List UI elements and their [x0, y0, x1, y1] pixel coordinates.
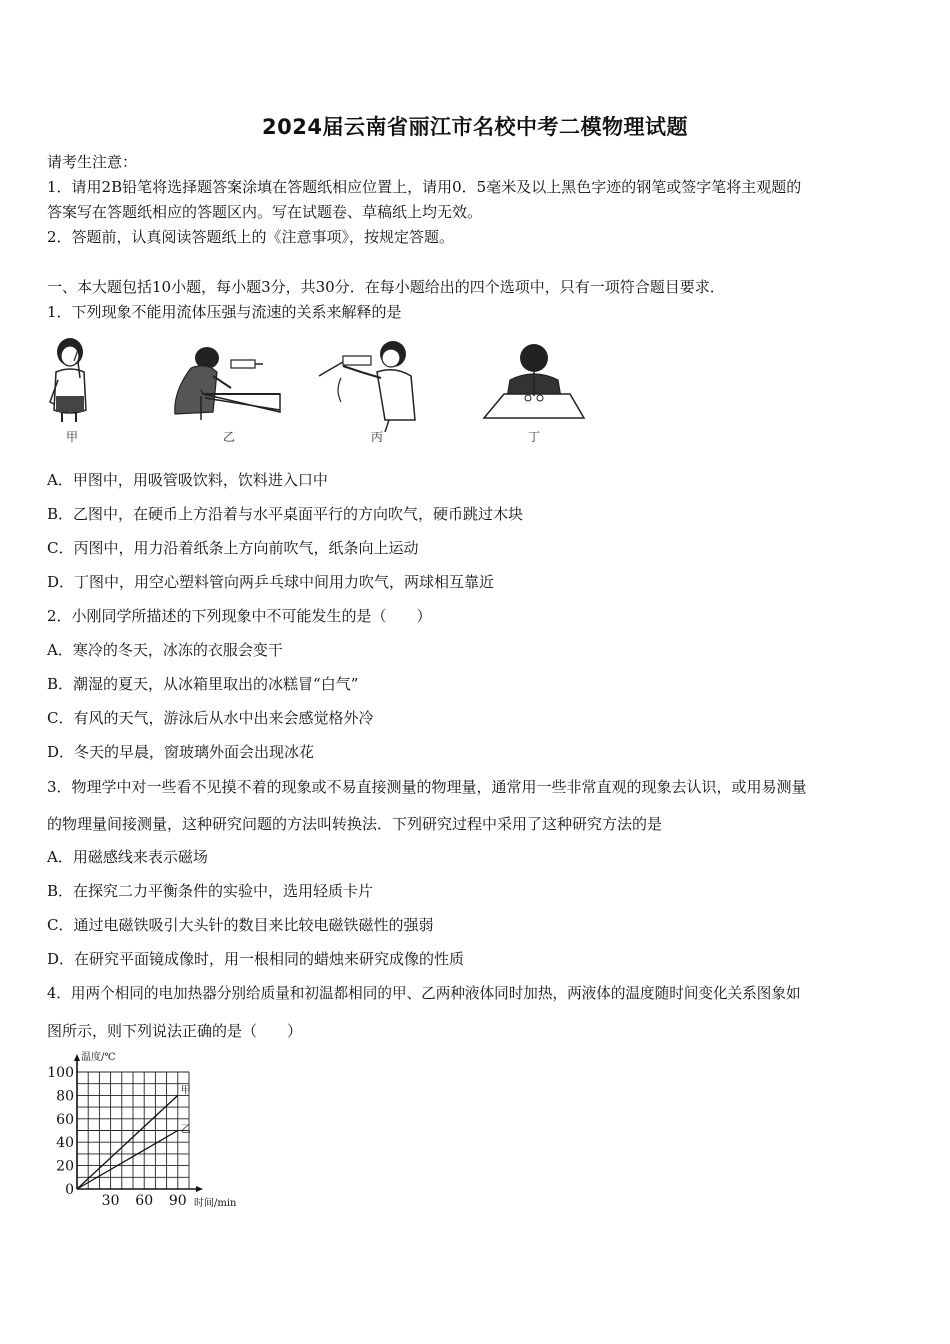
q3-option-a: A．用磁感线来表示磁场 — [47, 848, 208, 866]
y-tick-label: 60 — [56, 1111, 74, 1128]
notice-line-1b: 答案写在答题纸相应的答题区内。写在试题卷、草稿纸上均无效。 — [47, 203, 483, 221]
figure-label-jia: 甲 — [66, 430, 79, 444]
page-title: 2024届云南省丽江市名校中考二模物理试题 — [262, 115, 688, 139]
q3-stem-b: 的物理量间接测量，这种研究问题的方法叫转换法．下列研究过程中采用了这种研究方法的是 — [47, 815, 663, 833]
notice-line-1a: 1．请用2B铅笔将选择题答案涂填在答题纸相应位置上，请用0．5毫米及以上黑色字迹的钢笔或签字笔将主观题的 — [47, 178, 802, 196]
q3-option-b: B．在探究二力平衡条件的实验中，选用轻质卡片 — [47, 882, 374, 900]
q4-stem-a: 4．用两个相同的电加热器分别给质量和初温都相同的甲、乙两种液体同时加热，两液体的温度随时间变化关系图象如 — [47, 985, 801, 1002]
x-axis-arrow — [196, 1186, 203, 1192]
y-tick-label: 0 — [65, 1182, 74, 1198]
figure-ding — [470, 332, 600, 450]
chart-svg — [44, 1050, 254, 1210]
chart-labels — [47, 1050, 237, 1209]
y-tick-label: 20 — [56, 1158, 74, 1175]
y-axis-title: 温度/℃ — [81, 1052, 116, 1063]
figure-yi — [155, 332, 285, 450]
q3-option-d: D．在研究平面镜成像时，用一根相同的蜡烛来研究成像的性质 — [47, 950, 465, 968]
temperature-time-chart — [44, 1050, 254, 1210]
x-tick-label: 60 — [135, 1193, 154, 1209]
section-intro: 一、本大题包括10小题，每小题3分，共30分．在每小题给出的四个选项中，只有一项符合题目要求． — [47, 278, 725, 296]
figure-label-bing: 丙 — [371, 430, 384, 444]
q2-option-b: B．潮湿的夏天，从冰箱里取出的冰糕冒“白气” — [47, 675, 359, 693]
x-tick-label: 30 — [101, 1193, 120, 1209]
x-tick-label: 90 — [168, 1193, 187, 1209]
q2-option-d: D．冬天的早晨，窗玻璃外面会出现冰花 — [47, 743, 315, 761]
y-tick-label: 100 — [47, 1065, 74, 1081]
notice-heading: 请考生注意： — [47, 153, 138, 171]
q1-figures — [40, 332, 600, 450]
chart-axes — [74, 1054, 203, 1192]
q3-option-c: C．通过电磁铁吸引大头针的数目来比较电磁铁磁性的强弱 — [47, 916, 434, 934]
notice-line-2: 2．答题前，认真阅读答题纸上的《注意事项》，按规定答题。 — [47, 228, 455, 246]
girl-drinking-illustration — [40, 332, 170, 450]
chart-grid — [77, 1072, 189, 1189]
series-label-yi: 乙 — [180, 1124, 191, 1136]
y-axis-arrow — [74, 1054, 80, 1061]
figure-label-yi: 乙 — [223, 430, 236, 444]
figure-jia — [40, 332, 170, 450]
q1-option-c: C．丙图中，用力沿着纸条上方向前吹气，纸条向上运动 — [47, 539, 419, 557]
q2-option-a: A．寒冷的冬天，冰冻的衣服会变干 — [47, 641, 283, 659]
series-line-yi — [77, 1131, 178, 1190]
q1-option-b: B．乙图中，在硬币上方沿着与水平桌面平行的方向吹气，硬币跳过木块 — [47, 505, 524, 523]
q1-option-a: A．甲图中，用吸管吸饮料，饮料进入口中 — [47, 471, 328, 489]
q3-stem-a: 3．物理学中对一些看不见摸不着的现象或不易直接测量的物理量，通常用一些非常直观的现象去认识，或用易测量 — [47, 778, 807, 796]
q1-stem: 1．下列现象不能用流体压强与流速的关系来解释的是 — [47, 303, 402, 321]
q4-stem-b: 图所示，则下列说法正确的是（ ） — [47, 1022, 303, 1040]
q2-option-c: C．有风的天气，游泳后从水中出来会感觉格外冷 — [47, 709, 374, 727]
x-axis-title: 时间/min — [194, 1198, 237, 1209]
q1-option-d: D．丁图中，用空心塑料管向两乒乓球中间用力吹气，两球相互靠近 — [47, 573, 495, 591]
q2-stem: 2．小刚同学所描述的下列现象中不可能发生的是（ ） — [47, 607, 432, 625]
series-label-jia: 甲 — [180, 1085, 191, 1097]
y-tick-label: 40 — [56, 1135, 74, 1152]
blowing-coin-illustration — [155, 332, 285, 450]
y-tick-label: 80 — [56, 1088, 74, 1105]
figure-bing — [315, 332, 445, 450]
figure-label-ding: 丁 — [528, 430, 541, 444]
